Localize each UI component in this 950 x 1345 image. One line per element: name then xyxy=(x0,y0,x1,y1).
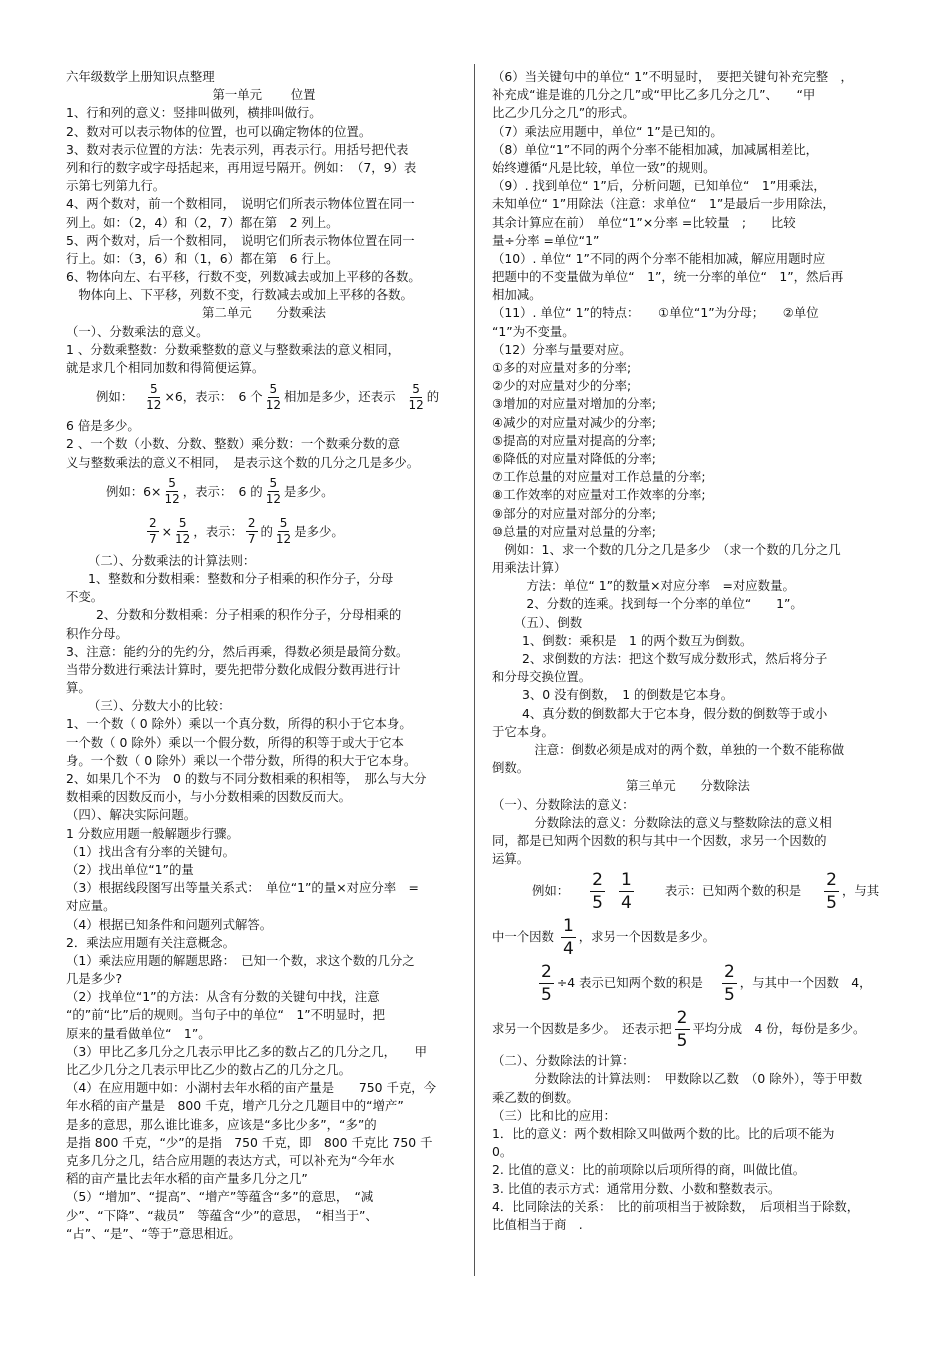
section-heading: （二）、分数除法的计算： xyxy=(492,1053,635,1069)
paragraph-line: 分数除法的意义：分数除法的意义与整数除法的意义相 xyxy=(522,814,832,830)
document-title: 六年级数学上册知识点整理 xyxy=(66,69,215,84)
paragraph-line: 当带分数进行乘法计算时，要先把带分数化成假分数再进行计 xyxy=(66,661,401,677)
paragraph-line: 原来的量看做单位“ 1”。 xyxy=(66,1025,211,1041)
paragraph-line: 1、倒数：乘积是 1 的两个数互为倒数。 xyxy=(522,632,753,648)
fraction: $\frac{2}{5}$ xyxy=(723,961,735,1005)
example-1 xyxy=(66,377,462,417)
paragraph-line: 把题中的不变量做为单位“ 1”，统一分率的单位“ 1”，然后再 xyxy=(492,269,844,285)
paragraph-line: 几是多少? xyxy=(66,971,123,987)
example-text: 是多少。 xyxy=(294,523,344,539)
fraction: $\frac{2}{7}$ xyxy=(149,516,157,547)
section-heading: （二）、分数乘法的计算法则： xyxy=(88,552,256,568)
paragraph-line: （10）. 单位“ 1”不同的两个分率不能相加减，解应用题时应 xyxy=(492,250,826,266)
fraction: $\frac{5}{12}$ xyxy=(265,476,281,507)
fraction: $\frac{2}{5}$ xyxy=(676,1007,688,1051)
list-item: ⑧工作效率的对应量对工作效率的分率; xyxy=(492,487,706,503)
paragraph-line: （5）“增加”、“提高”、“增产”等蕴含“多”的意思， “减 xyxy=(66,1189,374,1205)
paragraph-line: 于它本身。 xyxy=(492,723,554,739)
paragraph-line: 积作分母。 xyxy=(66,625,128,641)
paragraph-line: 物体向上、下平移，列数不变，行数减去或加上平移的各数。 xyxy=(66,287,413,303)
paragraph-line: （9）. 找到单位“ 1”后，分析问题，已知单位“ 1”用乘法， xyxy=(492,178,826,194)
paragraph-line: 1 、分数乘整数：分数乘整数的意义与整数乘法的意义相同， xyxy=(66,341,400,357)
example-3 xyxy=(66,512,462,552)
section-heading: （四）、解决实际问题。 xyxy=(66,807,197,823)
example-text: ÷4 表示已知两个数的积是 xyxy=(556,975,703,991)
example-text: 中一个因数 xyxy=(492,929,554,945)
paragraph-line: （12）分率与量要对应。 xyxy=(492,341,632,357)
example-text: 例如： xyxy=(532,883,570,899)
paragraph-line: 比乙少几分之几表示甲比乙少的数占乙的几分之几。 xyxy=(66,1062,351,1077)
paragraph-line: 2、如果几个不为 0 的数与不同分数相乘的积相等， 那么与大分 xyxy=(66,771,427,786)
paragraph-line: 不变。 xyxy=(66,589,104,605)
unit3-title: 第三单元 分数除法 xyxy=(626,778,750,794)
paragraph-line: 列上。如：（2，4）和（2，7）都在第 2 列上。 xyxy=(66,214,339,230)
paragraph-line: （1）找出含有分率的关键句。 xyxy=(66,843,235,859)
paragraph-line: （4）在应用题中如：小湖村去年水稻的亩产量是 750 千克，今 xyxy=(66,1080,437,1096)
paragraph-line: 未知单位“ 1”用除法（注意：求单位“ 1”是最后一步用除法， xyxy=(492,196,835,212)
example-text: 表示：已知两个数的积是 xyxy=(664,883,802,899)
example-text: 平均分成 4 份，每份是多少。 xyxy=(692,1021,866,1037)
paragraph-line: 少”、“下降”、“裁员” 等蕴含“少”的意思， “相当于”、 xyxy=(66,1207,378,1223)
section-heading: （三）比和比的应用： xyxy=(492,1107,616,1123)
paragraph-line: 对应量。 xyxy=(66,898,116,914)
example-text: 例如： xyxy=(96,389,134,405)
example-text: 的 xyxy=(260,523,273,539)
paragraph-line: 方法：单位“ 1”的数量×对应分率 =对应数量。 xyxy=(514,578,795,594)
example-text: ，表示： 6 的 xyxy=(182,483,263,499)
paragraph-line: 5、两个数对，后一个数相同， 说明它们所表示物体位置在同一 xyxy=(66,232,415,248)
paragraph-line: 乘乙数的倒数。 xyxy=(492,1089,579,1105)
paragraph-line: “1”为不变量。 xyxy=(492,323,575,339)
left-column xyxy=(66,68,462,1243)
list-item: ⑦工作总量的对应量对工作总量的分率; xyxy=(492,469,706,485)
paragraph-line: 2、分数和分数相乘：分子相乘的积作分子，分母相乘的 xyxy=(96,607,402,623)
paragraph-line: 倒数。 xyxy=(492,760,530,776)
paragraph-line: 始终遵循“凡是比较，单位一致”的规则。 xyxy=(492,159,716,175)
paragraph-line: 就是求几个相同加数和得简便运算。 xyxy=(66,360,265,375)
list-item: ②少的对应量对少的分率; xyxy=(492,378,632,394)
paragraph-line: 例如：1、求一个数的几分之几是多少 （求一个数的几分之几 xyxy=(492,541,841,557)
paragraph-line: 比乙少几分之几”的形式。 xyxy=(492,105,635,121)
fraction: $\frac{5}{12}$ xyxy=(164,476,180,507)
paragraph-line: “的”前“比”后的规则。当句子中的单位“ 1”不明显时，把 xyxy=(66,1007,385,1023)
paragraph-line: 用乘法计算） xyxy=(492,560,567,576)
column-divider xyxy=(474,64,475,1276)
example-text: ，与其中一个因数 4， xyxy=(739,975,872,991)
paragraph-line: 注意：倒数必须是成对的两个数，单独的一个数不能称做 xyxy=(522,741,845,757)
paragraph-line: （2）找单位“1”的方法：从含有分数的关键句中找，注意 xyxy=(66,989,380,1005)
fraction: $\frac{5}{12}$ xyxy=(146,381,162,412)
right-column xyxy=(492,68,884,1234)
list-item: ①多的对应量对多的分率; xyxy=(492,360,632,375)
example-text: 求另一个因数是多少。 还表示把 xyxy=(492,1021,672,1037)
paragraph-line: 2 、一个数（小数、分数、整数）乘分数：一个数乘分数的意 xyxy=(66,436,400,452)
paragraph-line: 和分母交换位置。 xyxy=(492,669,592,685)
example-text: ，求另一个因数是多少。 xyxy=(578,929,716,945)
paragraph-line: 6、物体向左、右平移，行数不变，列数减去或加上平移的各数。 xyxy=(66,269,421,285)
paragraph-line: 同，都是已知两个因数的积与其中一个因数，求另一个因数的 xyxy=(492,832,827,848)
fraction: $\frac{2}{5}$ xyxy=(592,869,603,913)
paragraph-line: （2）找出单位“1”的量 xyxy=(66,861,194,877)
paragraph-line: （11）. 单位“ 1”的特点： ①单位“1”为分母； ②单位 xyxy=(492,305,819,321)
fraction: $\frac{2}{5}$ xyxy=(541,961,552,1005)
example-4 xyxy=(492,868,884,914)
paragraph-line: （4）根据已知条件和问题列式解答。 xyxy=(66,916,273,932)
example-text: 相加是多少，还表示 xyxy=(283,389,396,405)
list-item: ⑥降低的对应量对降低的分率; xyxy=(492,450,656,466)
paragraph-line: 补充成“谁是谁的几分之几”或“甲比乙多几分之几”、 “甲 xyxy=(492,87,816,103)
fraction: $\frac{1}{4}$ xyxy=(621,869,632,913)
list-item: ④减少的对应量对减少的分率; xyxy=(492,414,656,430)
paragraph-line: 量÷分率 =单位“1” xyxy=(492,232,600,248)
paragraph-line: “占”、“是”、“等于”意思相近。 xyxy=(66,1225,241,1241)
fraction: $\frac{2}{5}$ xyxy=(826,869,837,913)
example-text: ，与其 xyxy=(841,883,880,899)
paragraph-line: 稻的亩产量比去年水稻的亩产量多几分之几” xyxy=(66,1171,308,1187)
paragraph-line: 4、真分数的倒数都大于它本身，假分数的倒数等于或小 xyxy=(522,705,828,721)
paragraph-line: （1）乘法应用题的解题思路： 已知一个数，求这个数的几分之 xyxy=(66,952,415,968)
paragraph-line: （7）乘法应用题中，单位“ 1”是已知的。 xyxy=(492,123,723,139)
paragraph-line: 2．乘法应用题有关注意概念。 xyxy=(66,934,235,950)
paragraph-line: 是指 800 千克，“少”的是指 750 千克，即 800 千克比 750 千 xyxy=(66,1134,433,1150)
paragraph-line: 1、行和列的意义：竖排叫做列，横排叫做行。 xyxy=(66,105,322,121)
paragraph-line: 3. 比值的表示方式：通常用分数、小数和整数表示。 xyxy=(492,1180,781,1196)
list-item: ⑩总量的对应量对总量的分率; xyxy=(492,523,656,539)
unit2-title: 第二单元 分数乘法 xyxy=(202,305,326,321)
example-text: 的 xyxy=(426,389,440,405)
example-text: 是多少。 xyxy=(283,483,334,499)
example-text: 例如：6× xyxy=(106,483,162,499)
fraction: $\frac{5}{12}$ xyxy=(275,516,292,547)
paragraph-line: 4．比同除法的关系： 比的前项相当于被除数， 后项相当于除数， xyxy=(492,1198,860,1214)
paragraph-line: 相加减。 xyxy=(492,287,542,303)
list-item: ③增加的对应量对增加的分率; xyxy=(492,396,656,412)
paragraph-line: 6 倍是多少。 xyxy=(66,418,140,434)
paragraph-line: 运算。 xyxy=(492,851,530,867)
example-text: ，表示： xyxy=(193,523,243,539)
paragraph-line: 义与整数乘法的意义不相同， 是表示这个数的几分之几是多少。 xyxy=(66,454,420,470)
example-text: × xyxy=(161,523,173,539)
paragraph-line: 2. 比值的意义：比的前项除以后项所得的商，叫做比值。 xyxy=(492,1162,806,1178)
paragraph-line: 示第七列第九行。 xyxy=(66,178,166,194)
paragraph-line: （6）当关键句中的单位“ 1”不明显时， 要把关键句补充完整 ， xyxy=(492,69,853,84)
paragraph-line: 身。一个数（ 0 除外）乘以一个带分数，所得的积大于它本身。 xyxy=(66,752,417,768)
paragraph-line: 年水稻的亩产量是 800 千克，增产几分之几题目中的“增产” xyxy=(66,1098,404,1114)
section-heading: （三）、分数大小的比较： xyxy=(88,698,231,714)
fraction: $\frac{5}{12}$ xyxy=(265,381,281,412)
paragraph-line: 列和行的数字或字母括起来，再用逗号隔开。例如： （7，9）表 xyxy=(66,159,417,175)
paragraph-line: 1、整数和分数相乘：整数和分子相乘的积作分子，分母 xyxy=(88,570,394,586)
section-heading: （五）、倒数 xyxy=(514,614,583,630)
paragraph-line: 1．比的意义：两个数相除又叫做两个数的比。比的后项不能为 xyxy=(492,1126,835,1141)
paragraph-line: （3）甲比乙多几分之几表示甲比乙多的数占乙的几分之几， 甲 xyxy=(66,1043,428,1059)
paragraph-line: 2、求倒数的方法：把这个数写成分数形式，然后将分子 xyxy=(522,651,828,666)
paragraph-line: 数相乘的因数反而小，与小分数相乘的因数反而大。 xyxy=(66,789,351,805)
paragraph-line: 1 分数应用题一般解题步行骤。 xyxy=(66,825,239,841)
paragraph-line: 是多的意思，那么谁比谁多，应该是“多比少多”，“多”的 xyxy=(66,1116,377,1132)
fraction: $\frac{5}{12}$ xyxy=(175,516,191,547)
list-item: ⑨部分的对应量对部分的分率; xyxy=(492,505,656,521)
paragraph-line: 克多几分之几，结合应用题的表达方式，可以补充为“今年水 xyxy=(66,1152,395,1168)
paragraph-line: 3、数对表示位置的方法：先表示列，再表示行。用括号把代表 xyxy=(66,141,409,157)
paragraph-line: （8）单位“1”不同的两个分率不能相加减，加减属相差比， xyxy=(492,141,818,157)
paragraph-line: 4、两个数对，前一个数相同， 说明它们所表示物体位置在同一 xyxy=(66,196,415,212)
paragraph-line: （3）根据线段图写出等量关系式： 单位“1”的量×对应分率 = xyxy=(66,880,419,896)
fraction: $\frac{1}{4}$ xyxy=(562,915,574,959)
fraction: $\frac{2}{7}$ xyxy=(247,516,256,547)
paragraph-line: 0。 xyxy=(492,1144,513,1160)
list-item: ⑤提高的对应量对提高的分率; xyxy=(492,432,656,448)
paragraph-line: 算。 xyxy=(66,680,91,696)
section-heading: （一）、分数乘法的意义。 xyxy=(66,323,209,339)
paragraph-line: 一个数（ 0 除外）乘以一个假分数，所得的积等于或大于它本 xyxy=(66,734,404,750)
paragraph-line: 分数除法的计算法则： 甲数除以乙数 （0 除外），等于甲数 xyxy=(522,1071,863,1087)
paragraph-line: 3、0 没有倒数， 1 的倒数是它本身。 xyxy=(522,687,734,703)
example-2 xyxy=(66,472,462,512)
section-heading: （一）、分数除法的意义： xyxy=(492,796,635,812)
example-7 xyxy=(492,1006,884,1052)
fraction: $\frac{5}{12}$ xyxy=(408,381,424,412)
paragraph-line: 行上。如：（3，6）和（1，6）都在第 6 行上。 xyxy=(66,250,339,266)
paragraph-line: 其余计算应在前） 单位“1”×分率 =比较量 ; 比较 xyxy=(492,214,796,230)
paragraph-line: 3、注意：能约分的先约分，然后再乘，得数必须是最简分数。 xyxy=(66,643,409,659)
example-text: ×6，表示： 6 个 xyxy=(164,389,263,405)
paragraph-line: 比值相当于商 . xyxy=(492,1216,583,1232)
paragraph-line: 2、数对可以表示物体的位置，也可以确定物体的位置。 xyxy=(66,123,372,139)
example-5 xyxy=(492,914,884,960)
example-6 xyxy=(492,960,884,1006)
paragraph-line: 1、一个数（ 0 除外）乘以一个真分数，所得的积小于它本身。 xyxy=(66,716,412,732)
paragraph-line: 2、分数的连乘。找到每一个分率的单位“ 1”。 xyxy=(514,596,803,612)
unit1-title: 第一单元 位置 xyxy=(212,87,316,103)
